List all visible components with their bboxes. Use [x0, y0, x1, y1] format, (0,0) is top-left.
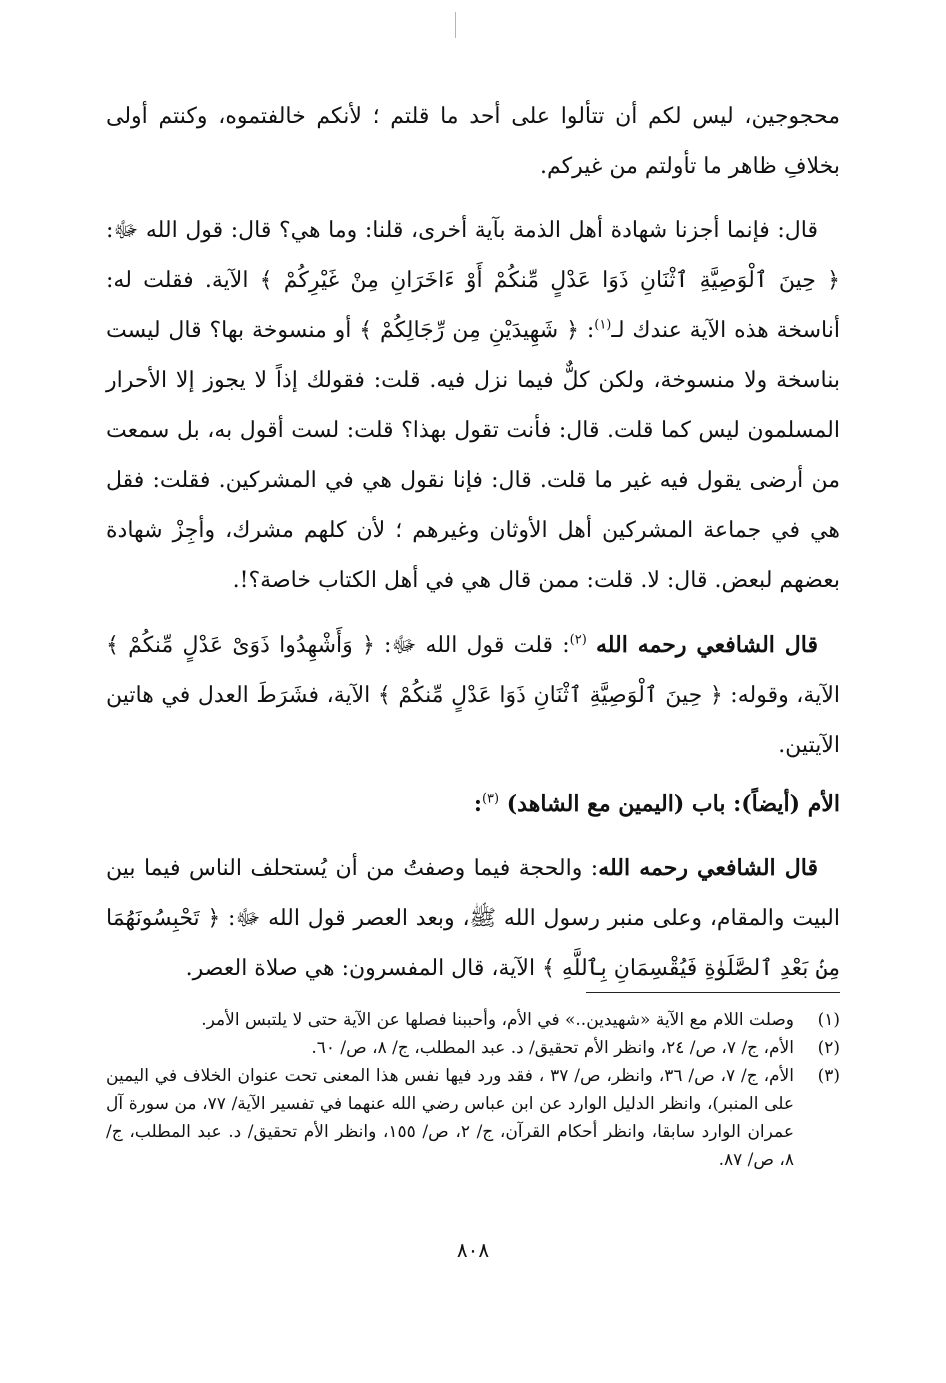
footnote-3: [106, 1062, 840, 1174]
section-heading-colon: :: [473, 791, 482, 817]
paragraph-2-text-a: قال: فإنما أجزنا شهادة أهل الذمة بآية أخرى، قلنا: وما هي؟ قال: قول الله ﷻ: ﴿ حِينَ ٱلْوَصِيَّةِ ٱثْنَانِ ذَوَا عَدْلٍ مِّنكُمْ أَوْ ءَاخَرَانِ مِنْ غَيْرِكُمْ ﴾ الآية. فقلت له: أناسخة هذه الآية عندك لـ: [106, 218, 840, 343]
footnote-ref-2: (٢): [569, 632, 587, 648]
page-number: ٨٠٨: [456, 1238, 490, 1262]
footnote-2-number: (٢): [817, 1038, 840, 1058]
paragraph-2-text-b: : ﴿ شَهِيدَيْنِ مِن رِّجَالِكُمْ ﴾ أو منسوخة بها؟ قال ليست بناسخة ولا منسوخة، ولكن كلٌّ فيما نزل فيه. قلت: فقولك إذاً لا يجوز إلا الأحرار المسلمون ليس كما قلت. قال: فأنت تقول بهذا؟ قلت: لست أقول به، بل سمعت من أرضى يقول فيه غير ما قلت. قال: فإنا نقول هي في المشركين. فقلت: فقل هي في جماعة المشركين أهل الأوثان وغيرهم ؛ لأن كلهم مشرك، وأجِزْ شهادة بعضهم لبعض. قال: لا. قلت: ممن قال هي في أهل الكتاب خاصة؟!.: [106, 318, 840, 593]
footnote-1: [106, 1006, 840, 1034]
paragraph-4-text: : والحجة فيما وصفتُ من أن يُستحلف الناس فيما بين البيت والمقام، وعلى منبر رسول الله ﷺ، وبعد العصر قول الله ﷻ: ﴿ تَحْبِسُونَهُمَا مِنۢ بَعْدِ ٱلصَّلَوٰةِ فَيُقْسِمَانِ بِٱللَّهِ ﴾ الآية، قال المفسرون: هي صلاة العصر.: [106, 856, 840, 981]
footnote-ref-3: (٣): [481, 791, 500, 807]
main-text: [106, 92, 840, 994]
paragraph-4: [106, 843, 840, 994]
footnote-2-text: الأم، ج/ ٧، ص/ ٢٤، وانظر الأم تحقيق/ د. عبد المطلب، ج/ ٨، ص/ ٦٠.: [311, 1038, 794, 1058]
paragraph-3-lead: قال الشافعي رحمه الله: [595, 632, 818, 658]
footnote-3-text: الأم، ج/ ٧، ص/ ٣٦، وانظر، ص/ ٣٧ ، فقد ورد فيها نفس هذا المعنى تحت عنوان الخلاف في اليمين على المنبر)، وانظر الدليل الوارد عن ابن عباس رضي الله عنهما في تفسير الآية/ ٧٧، من سورة آل عمران الوارد سابقا، وانظر أحكام القرآن، ج/ ٢، ص/ ١٥٥، وانظر الأم تحقيق/ د. عبد المطلب، ج/ ٨، ص/ ٨٧.: [106, 1066, 795, 1170]
paragraph-2: [106, 206, 840, 606]
footnote-ref-1: (١): [594, 317, 612, 333]
paragraph-3: [106, 620, 840, 771]
section-heading: [106, 779, 840, 829]
footnote-1-number: (١): [817, 1010, 840, 1030]
paragraph-1: [106, 92, 840, 192]
scan-mark: [455, 12, 456, 38]
footnote-separator: [586, 992, 840, 993]
footnote-1-text: وصلت اللام مع الآية «شهيدين..» في الأم، وأحببنا فصلها عن الآية حتى لا يلتبس الأمر.: [201, 1010, 794, 1030]
paragraph-3-text: : قلت قول الله ﷻ: ﴿ وَأَشْهِدُوا ذَوَىْ عَدْلٍ مِّنكُمْ ﴾ الآية، وقوله: ﴿ حِينَ ٱلْوَصِيَّةِ ٱثْنَانِ ذَوَا عَدْلٍ مِّنكُمْ ﴾ الآية، فشَرَطَ العدل في هاتين الآيتين.: [106, 633, 840, 758]
footnote-3-number: (٣): [817, 1066, 840, 1086]
footnote-2: [106, 1034, 840, 1062]
section-heading-text: الأم (أيضاً): باب (اليمين مع الشاهد): [506, 791, 840, 817]
paragraph-4-lead: قال الشافعي رحمه الله: [598, 855, 818, 881]
footnotes: [106, 1006, 840, 1174]
paragraph-1-text: محجوجين، ليس لكم أن تتألوا على أحد ما قلتم ؛ لأنكم خالفتموه، وكنتم أولى بخلافِ ظاهر ما تأولتم من غيركم.: [106, 104, 840, 179]
